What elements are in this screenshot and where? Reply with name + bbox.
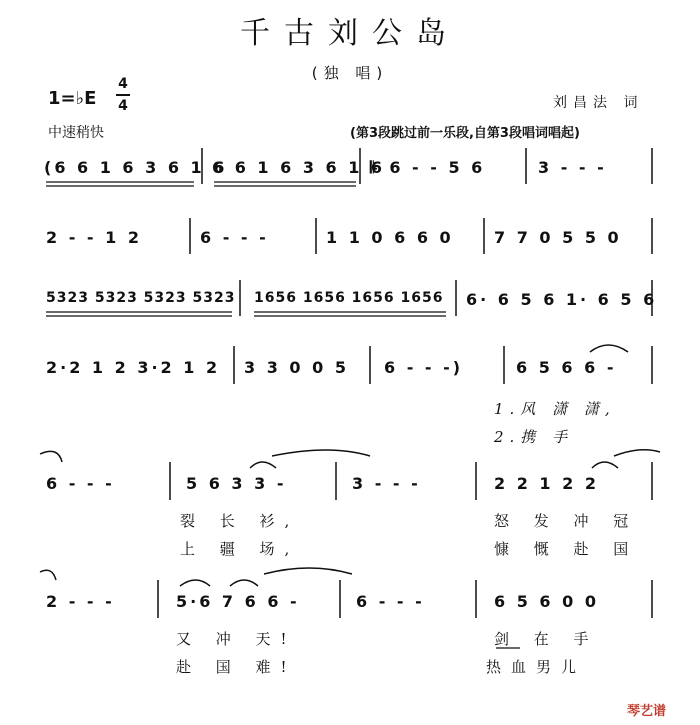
tie-arc: [230, 580, 258, 586]
score-line6-bar3: 6 - - -: [356, 592, 425, 611]
time-signature-bottom: 4: [118, 98, 128, 114]
tempo-marking: 中速稍快: [48, 125, 104, 141]
tie-arc: [614, 450, 660, 456]
song-subtitle: (独 唱): [311, 64, 389, 82]
lyric-line6-verse2-b: 热血男儿: [486, 658, 587, 676]
score-line4-bar1: 2·2 1 2 3·2 1 2: [46, 358, 221, 377]
score-line1-bar2: 6 6 1 6 3 6 1 6: [212, 158, 386, 177]
score-line6-bar2: 5·6 7 6 6 -: [176, 592, 300, 611]
score-line4-bar2: 3 3 0 0 5: [244, 358, 349, 377]
key-signature: 1=♭E: [48, 88, 97, 109]
tie-arc: [590, 345, 628, 352]
score-line2-bar3: 1 1 0 6 6 0: [326, 228, 454, 247]
tie-arc: [250, 462, 276, 468]
score-line5-bar4: 2 2 1 2 2: [494, 474, 599, 493]
lyric-line5-verse1-b: 怒 发 冲 冠: [494, 512, 639, 530]
lyric-line5-verse2-a: 上 疆 场,: [180, 540, 300, 558]
score-line3-bar3: 6· 6 5 6 1· 6 5 6: [466, 290, 658, 309]
tie-arc: [40, 570, 56, 580]
score-line6-bar1: 2 - - -: [46, 592, 115, 611]
score-line5-bar3: 3 - - -: [352, 474, 421, 493]
tie-arc: [592, 462, 618, 468]
score-line1-bar4: 3 - - -: [538, 158, 607, 177]
tie-arc: [40, 451, 62, 462]
performance-note: (第3段跳过前一乐段,自第3段唱词唱起): [350, 126, 580, 141]
watermark-logo: 琴艺谱: [627, 704, 667, 719]
time-signature-top: 4: [118, 76, 128, 92]
score-line6-bar4: 6 5 6 0 0: [494, 592, 599, 611]
score-line5-bar1: 6 - - -: [46, 474, 115, 493]
lyric-line5-verse1-a: 裂 长 衫,: [180, 512, 300, 530]
score-line3-bar1: 5323 5323 5323 5323: [46, 290, 236, 306]
score-line2-bar2: 6 - - -: [200, 228, 269, 247]
score-line4-bar3: 6 - - -): [384, 358, 464, 377]
tie-arc: [180, 580, 210, 586]
song-title: 千古刘公岛: [240, 16, 460, 51]
score-line3-bar2: 1656 1656 1656 1656: [254, 290, 444, 306]
lyric-line4-verse2: 2.携 手: [494, 428, 574, 446]
lyric-line6-verse2-a: 赴 国 难!: [176, 658, 297, 676]
lyric-line5-verse2-b: 慷 慨 赴 国: [494, 540, 639, 558]
lyric-line6-verse1-b: 剑 在 手: [494, 630, 599, 648]
tie-arc: [264, 568, 352, 574]
score-line2-bar1: 2 - - 1 2: [46, 228, 142, 247]
score-line5-bar2: 5 6 3 3 -: [186, 474, 287, 493]
score-line1-bar1: (6 6 1 6 3 6 1 6: [44, 158, 228, 177]
lyric-line4-verse1: 1.风 潇 潇,: [494, 400, 616, 418]
tie-arc: [272, 450, 370, 456]
score-line4-bar4: 6 5 6 6 -: [516, 358, 617, 377]
score-line2-bar4: 7 7 0 5 5 0: [494, 228, 622, 247]
score-line1-bar3: 𝄆 6 - - 5 6: [370, 158, 486, 177]
lyricist-credit: 刘昌法 词: [553, 95, 644, 111]
lyric-line6-verse1-a: 又 冲 天!: [176, 630, 297, 648]
